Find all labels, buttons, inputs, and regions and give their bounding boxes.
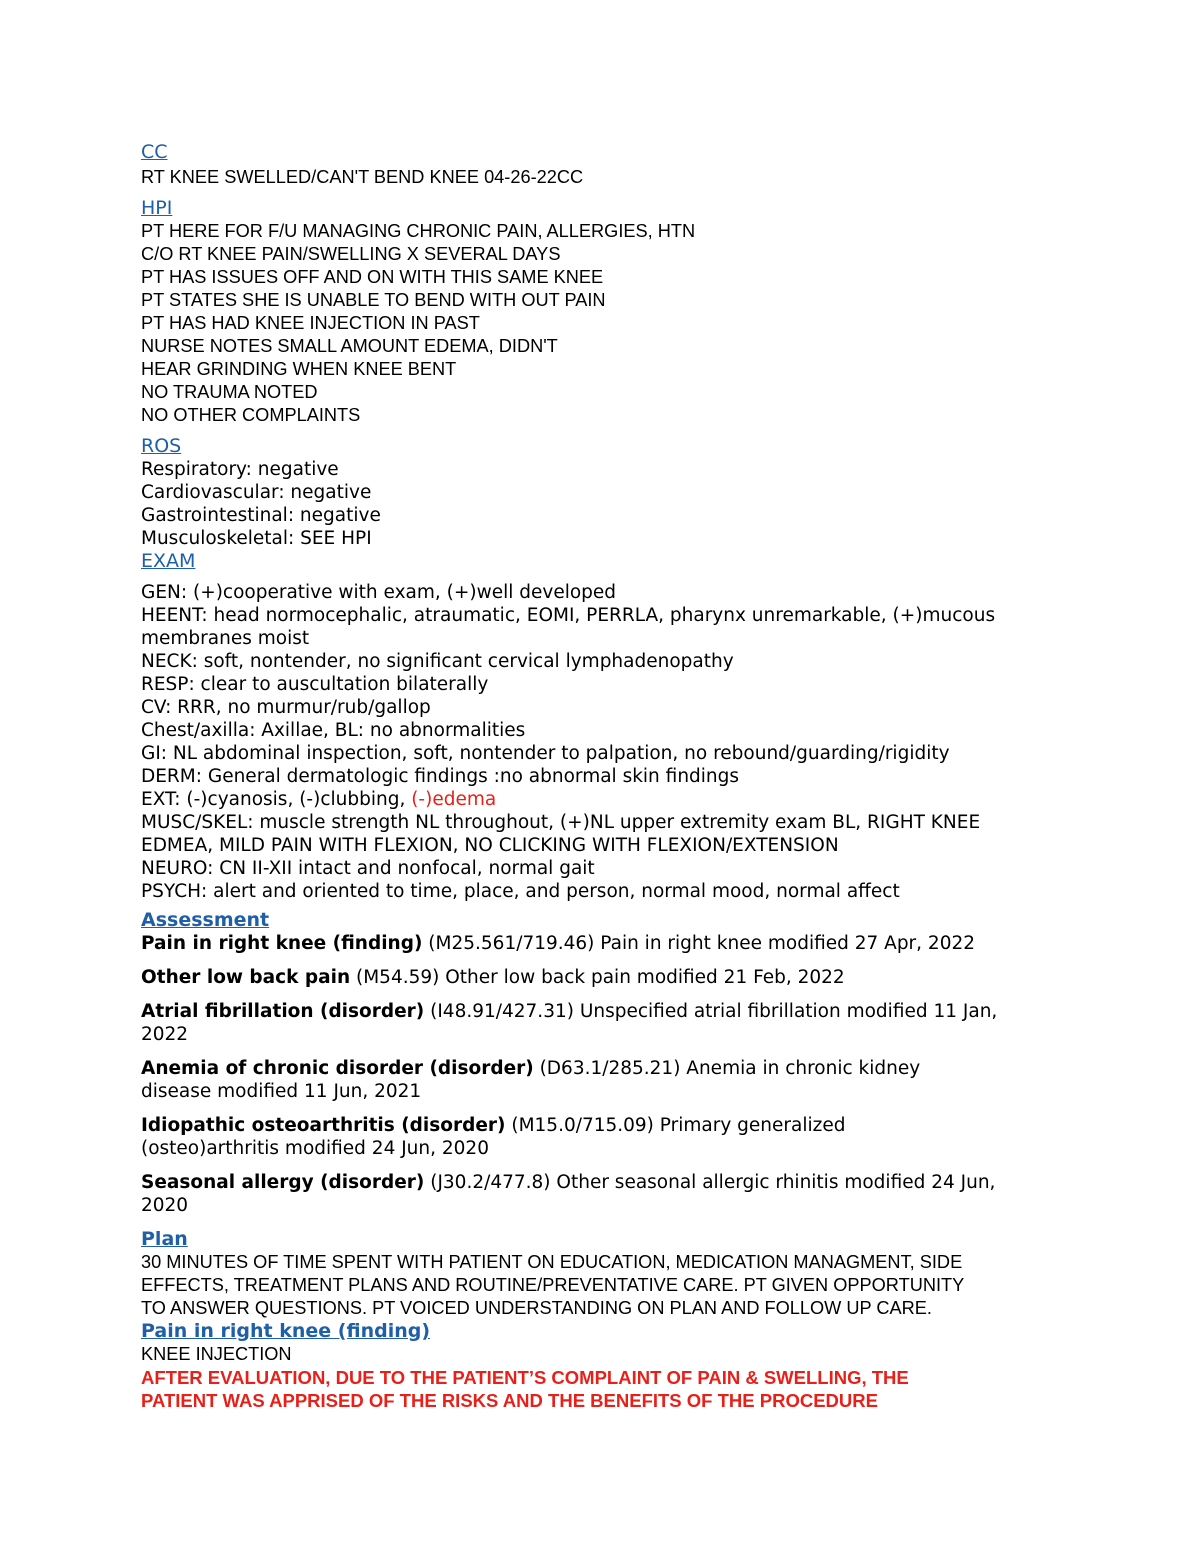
plan-text xyxy=(141,1251,1061,1320)
hpi-line: PT HAS HAD KNEE INJECTION IN PAST xyxy=(141,313,480,333)
exam-line: GI: NL abdominal inspection, soft, nontender to palpation, no rebound/guarding/rigidity xyxy=(141,743,950,764)
hpi-line: HEAR GRINDING WHEN KNEE BENT xyxy=(141,359,457,379)
hpi-line: PT HAS ISSUES OFF AND ON WITH THIS SAME KNEE xyxy=(141,267,604,287)
assessment-item-detail-cont: (osteo)arthritis modified 24 Jun, 2020 xyxy=(141,1138,489,1159)
hpi-line: NURSE NOTES SMALL AMOUNT EDEMA, DIDN'T xyxy=(141,336,558,356)
exam-line: membranes moist xyxy=(141,628,310,649)
hpi-line: NO OTHER COMPLAINTS xyxy=(141,405,361,425)
plan-sub-text xyxy=(141,1343,1061,1366)
cc-heading-link[interactable]: CC xyxy=(141,141,168,163)
clinical-note-page xyxy=(141,141,1061,1412)
cc-line: RT KNEE SWELLED/CAN'T BEND KNEE 04-26-22CC xyxy=(141,167,584,187)
assessment-item-name: Anemia of chronic disorder (disorder) xyxy=(141,1058,534,1079)
exam-line: MUSC/SKEL: muscle strength NL throughout, (+)NL upper extremity exam BL, RIGHT KNEE xyxy=(141,812,981,833)
ros-line: Gastrointestinal: negative xyxy=(141,505,381,526)
hpi-section xyxy=(141,197,1061,427)
assessment-item-name: Pain in right knee (finding) xyxy=(141,933,423,954)
assessment-item-detail-cont: 2022 xyxy=(141,1024,189,1045)
exam-line: PSYCH: alert and oriented to time, place, and person, normal mood, normal affect xyxy=(141,881,900,902)
assessment-item-name: Idiopathic osteoarthritis (disorder) xyxy=(141,1115,506,1136)
assessment-item-detail-cont: disease modified 11 Jun, 2021 xyxy=(141,1081,422,1102)
hpi-line: PT HERE FOR F/U MANAGING CHRONIC PAIN, ALLERGIES, HTN xyxy=(141,221,696,241)
hpi-heading-link[interactable]: HPI xyxy=(141,197,173,219)
ros-text xyxy=(141,458,1061,550)
ros-line: Cardiovascular: negative xyxy=(141,482,372,503)
plan-section xyxy=(141,1228,1061,1412)
ros-line: Respiratory: negative xyxy=(141,459,339,480)
assessment-item-name: Atrial fibrillation (disorder) xyxy=(141,1001,425,1022)
exam-ext-line xyxy=(141,788,1061,811)
assessment-item-detail: (J30.2/477.8) Other seasonal allergic rhinitis modified 24 Jun, xyxy=(424,1172,996,1193)
cc-section xyxy=(141,141,1061,189)
assessment-item xyxy=(141,1114,1061,1160)
assessment-item-detail: (D63.1/285.21) Anemia in chronic kidney xyxy=(533,1058,921,1079)
assessment-item-detail-cont: 2020 xyxy=(141,1195,189,1216)
assessment-item xyxy=(141,1000,1061,1046)
exam-line: Chest/axilla: Axillae, BL: no abnormalities xyxy=(141,720,526,741)
assessment-item-name: Seasonal allergy (disorder) xyxy=(141,1172,425,1193)
ros-heading-link[interactable]: ROS xyxy=(141,435,182,457)
plan-subheading-link[interactable]: Pain in right knee (finding) xyxy=(141,1320,431,1342)
assessment-heading-link[interactable]: Assessment xyxy=(141,909,270,931)
exam-line: EDMEA, MILD PAIN WITH FLEXION, NO CLICKING WITH FLEXION/EXTENSION xyxy=(141,835,839,856)
ros-line: Musculoskeletal: SEE HPI xyxy=(141,528,372,549)
exam-heading-link[interactable]: EXAM xyxy=(141,550,196,572)
plan-heading-link[interactable]: Plan xyxy=(141,1228,188,1250)
assessment-item xyxy=(141,1057,1061,1103)
plan-line: TO ANSWER QUESTIONS. PT VOICED UNDERSTANDING ON PLAN AND FOLLOW UP CARE. xyxy=(141,1298,932,1318)
hpi-line: PT STATES SHE IS UNABLE TO BEND WITH OUT PAIN xyxy=(141,290,606,310)
exam-line: NEURO: CN II-XII intact and nonfocal, normal gait xyxy=(141,858,595,879)
ros-section xyxy=(141,435,1061,550)
assessment-item xyxy=(141,1171,1061,1217)
hpi-line: C/O RT KNEE PAIN/SWELLING X SEVERAL DAYS xyxy=(141,244,561,264)
warning-line: PATIENT WAS APPRISED OF THE RISKS AND THE BENEFITS OF THE PROCEDURE xyxy=(141,1390,878,1411)
exam-text xyxy=(141,581,1061,903)
assessment-item xyxy=(141,966,1061,989)
plan-line: EFFECTS, TREATMENT PLANS AND ROUTINE/PREVENTATIVE CARE. PT GIVEN OPPORTUNITY xyxy=(141,1275,965,1295)
assessment-section xyxy=(141,909,1061,1217)
assessment-item-detail: (M54.59) Other low back pain modified 21 Feb, 2022 xyxy=(350,967,845,988)
exam-line: NECK: soft, nontender, no significant cervical lymphadenopathy xyxy=(141,651,734,672)
plan-line: 30 MINUTES OF TIME SPENT WITH PATIENT ON EDUCATION, MEDICATION MANAGMENT, SIDE xyxy=(141,1252,963,1272)
exam-ext-edema: (-)edema xyxy=(411,789,497,810)
exam-line: CV: RRR, no murmur/rub/gallop xyxy=(141,697,431,718)
plan-sub-line: KNEE INJECTION xyxy=(141,1344,292,1364)
assessment-item-detail: (M15.0/715.09) Primary generalized xyxy=(505,1115,846,1136)
procedure-warning xyxy=(141,1366,1061,1412)
hpi-text xyxy=(141,220,1061,427)
assessment-item-detail: (M25.561/719.46) Pain in right knee modified 27 Apr, 2022 xyxy=(422,933,976,954)
exam-line: RESP: clear to auscultation bilaterally xyxy=(141,674,489,695)
exam-section xyxy=(141,550,1061,903)
assessment-item xyxy=(141,932,1061,955)
exam-ext-prefix: EXT: (-)cyanosis, (-)clubbing, xyxy=(141,789,412,810)
hpi-line: NO TRAUMA NOTED xyxy=(141,382,318,402)
exam-line: GEN: (+)cooperative with exam, (+)well developed xyxy=(141,582,617,603)
assessment-item-name: Other low back pain xyxy=(141,967,351,988)
cc-text xyxy=(141,166,1061,189)
assessment-item-detail: (I48.91/427.31) Unspecified atrial fibrillation modified 11 Jan, xyxy=(424,1001,998,1022)
warning-line: AFTER EVALUATION, DUE TO THE PATIENT’S COMPLAINT OF PAIN & SWELLING, THE xyxy=(141,1367,909,1388)
exam-line: HEENT: head normocephalic, atraumatic, EOMI, PERRLA, pharynx unremarkable, (+)mucous xyxy=(141,605,996,626)
exam-line: DERM: General dermatologic findings :no abnormal skin findings xyxy=(141,766,740,787)
